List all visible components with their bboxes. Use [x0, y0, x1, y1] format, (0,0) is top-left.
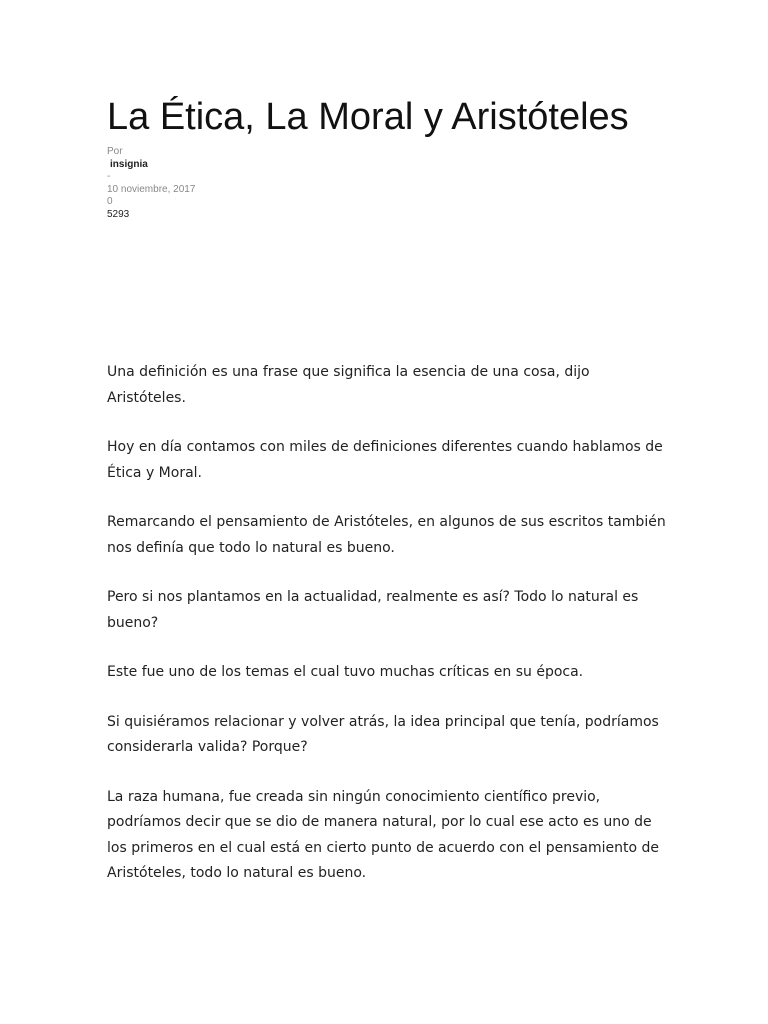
paragraph: Si quisiéramos relacionar y volver atrás, la idea principal que tenía, podríamos considerarla valida? Porque?	[107, 713, 659, 755]
paragraph: Este fue uno de los temas el cual tuvo muchas críticas en su época.	[107, 664, 584, 680]
paragraph: Remarcando el pensamiento de Aristóteles, en algunos de sus escritos también nos definía que todo lo natural es bueno.	[107, 514, 666, 556]
article-meta	[107, 146, 195, 221]
view-count: 5293	[107, 208, 130, 220]
paragraph: La raza humana, fue creada sin ningún conocimiento científico previo, podríamos decir que se dio de manera natural, por lo cual ese acto es uno de los primeros en el cual está en cierto punto de acuerdo con el pensamiento de Aristóteles, todo lo natural es bueno.	[107, 788, 660, 881]
comment-count[interactable]: 0	[107, 196, 113, 207]
article-body	[107, 360, 667, 911]
paragraph: Pero si nos plantamos en la actualidad, realmente es así? Todo lo natural es bueno?	[107, 589, 639, 631]
paragraph: Hoy en día contamos con miles de definiciones diferentes cuando hablamos de Ética y Moral.	[107, 439, 663, 481]
article-title: La Ética, La Moral y Aristóteles	[107, 96, 629, 138]
by-label: Por	[107, 146, 123, 157]
author-link[interactable]: insignia	[110, 158, 148, 170]
meta-separator: -	[107, 171, 111, 182]
paragraph: Una definición es una frase que significa la esencia de una cosa, dijo Aristóteles.	[107, 364, 590, 406]
publish-date: 10 noviembre, 2017	[107, 183, 196, 195]
